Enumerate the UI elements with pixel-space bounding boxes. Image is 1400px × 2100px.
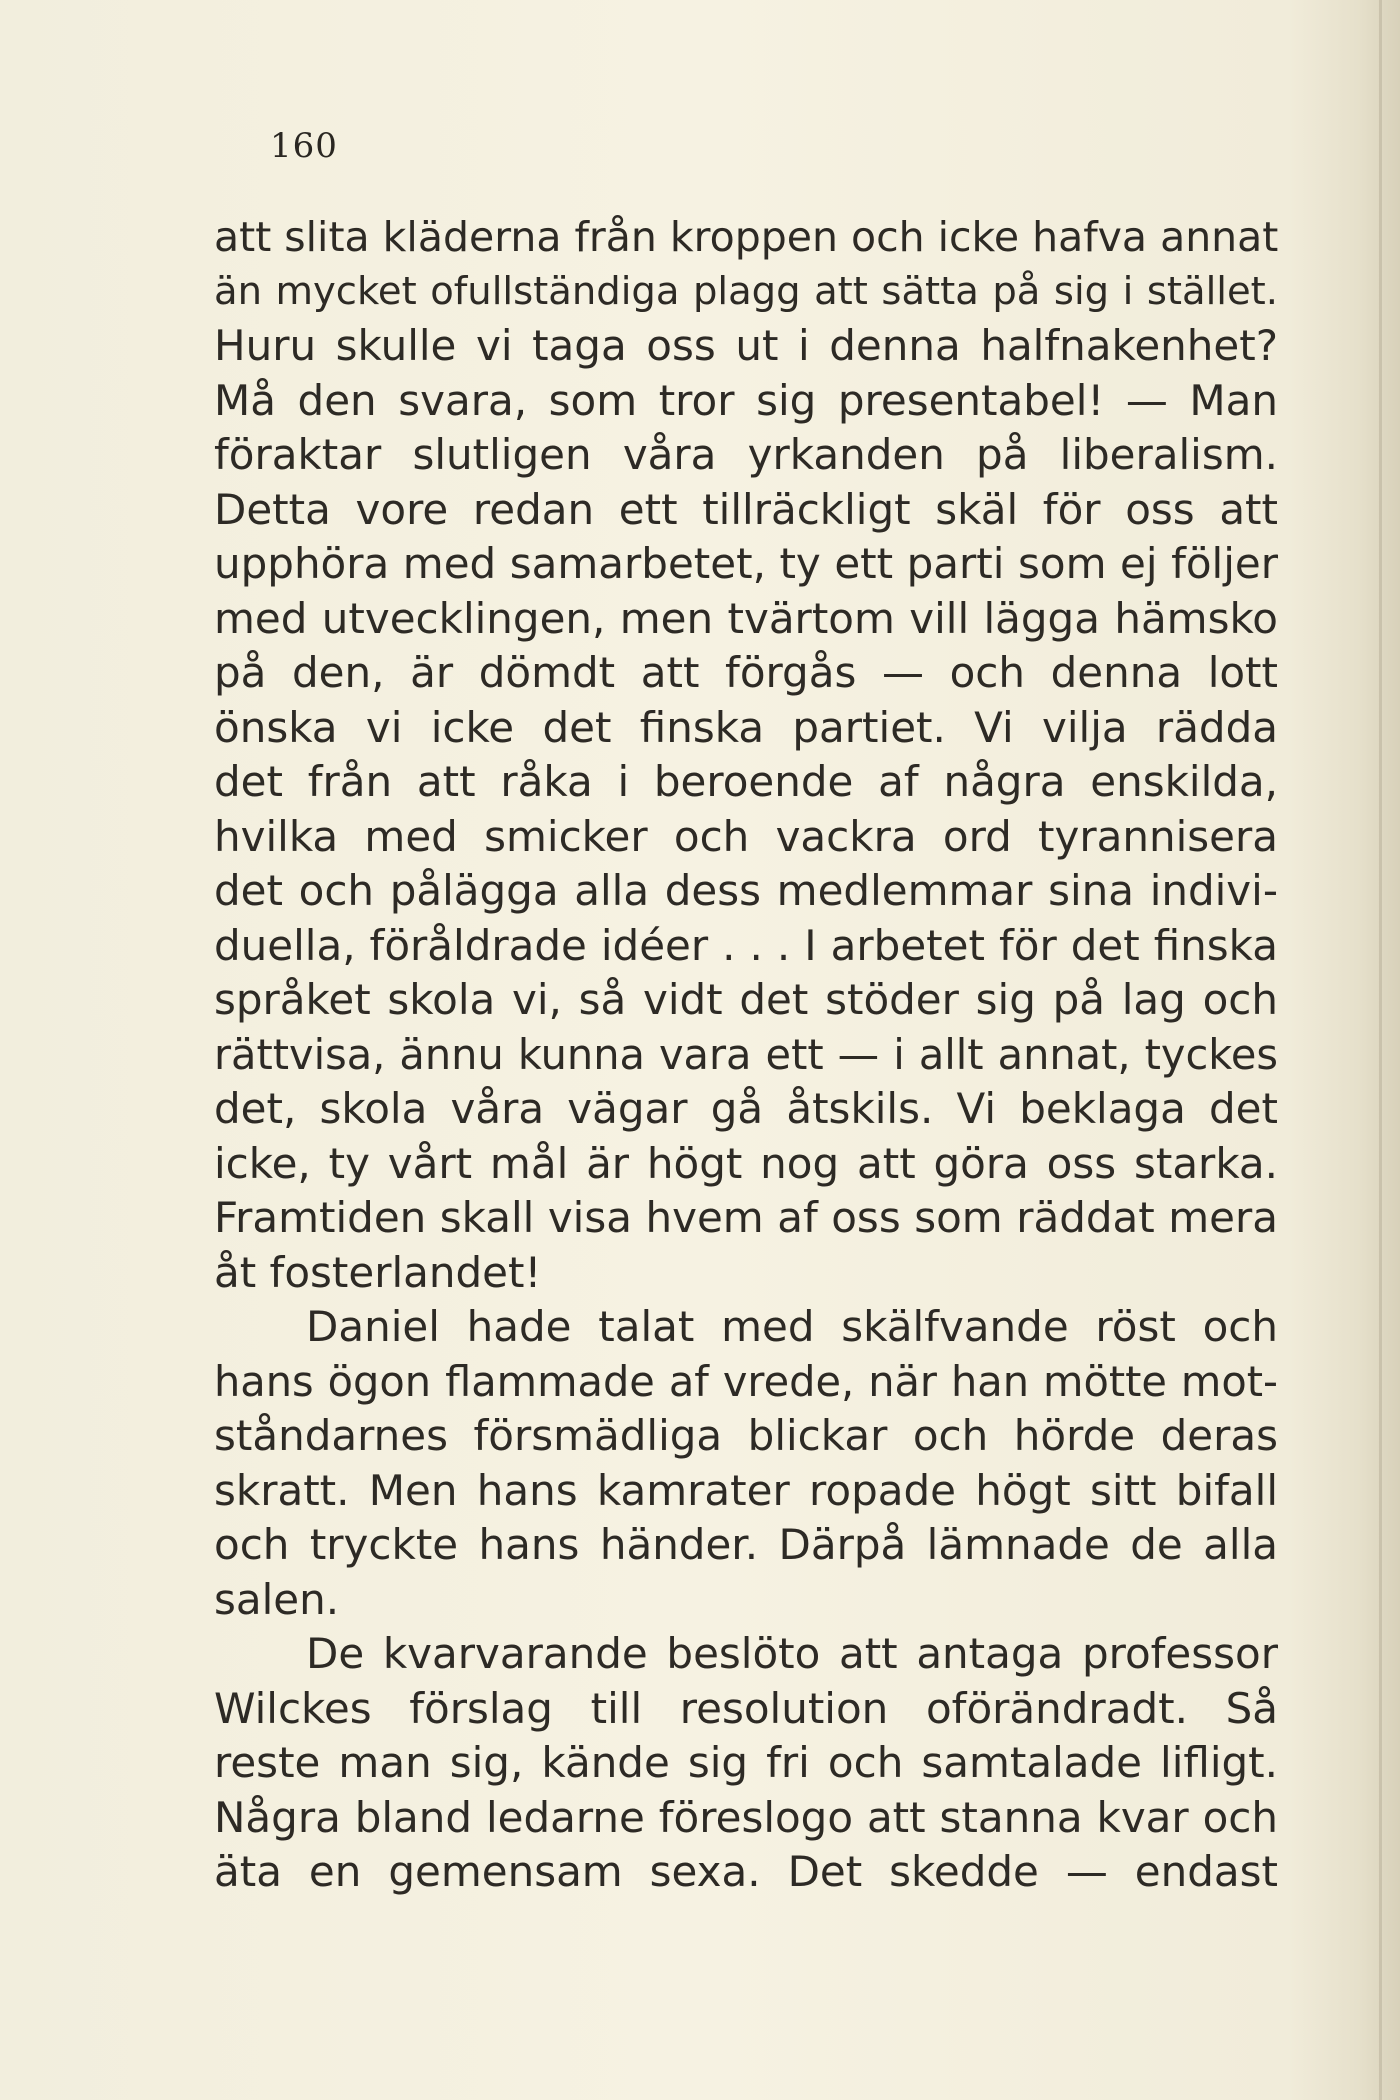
page-edge-shadow <box>1379 0 1382 2100</box>
text-line: salen. <box>214 1574 340 1624</box>
text-line: äta en gemensam sexa. Det skedde — endast <box>214 1847 1278 1896</box>
text-line: Må den svara, som tror sig presentabel! — Man <box>214 375 1278 425</box>
text-line: än mycket ofullständiga plagg att sätta på sig i stället. <box>214 268 1278 314</box>
text-line: upphöra med samarbetet, ty ett parti som ej följer <box>214 539 1278 588</box>
text-line: Wilckes förslag till resolution oförändradt. Så <box>214 1683 1278 1733</box>
text-line: hans ögon flammade af vrede, när han mötte mot- <box>214 1356 1278 1406</box>
text-line: Några bland ledarne föreslogo att stanna kvar och <box>214 1792 1278 1842</box>
text-line: det från att råka i beroende af några enskilda, <box>214 757 1278 806</box>
text-line: icke, ty vårt mål är högt nog att göra oss starka. <box>214 1138 1278 1188</box>
text-line: på den, är dömdt att förgås — och denna lott <box>214 648 1278 697</box>
text-line: att slita kläderna från kroppen och icke hafva annat <box>214 213 1279 261</box>
text-line: önska vi icke det finska partiet. Vi vilja rädda <box>214 702 1278 752</box>
text-line: föraktar slutligen våra yrkanden på liberalism. <box>214 430 1278 479</box>
text-line: Framtiden skall visa hvem af oss som räddat mera <box>214 1193 1278 1242</box>
text-line: åt fosterlandet! <box>214 1247 542 1297</box>
page-number: 160 <box>270 126 338 166</box>
text-line: De kvarvarande beslöto att antaga professor <box>306 1629 1278 1678</box>
text-line: Detta vore redan ett tillräckligt skäl för oss att <box>214 484 1278 534</box>
text-line: Daniel hade talat med skälfvande röst och <box>306 1302 1278 1351</box>
text-line: med utvecklingen, men tvärtom vill lägga hämsko <box>214 593 1278 643</box>
text-line: skratt. Men hans kamrater ropade högt sitt bifall <box>214 1465 1278 1515</box>
text-line: duella, föråldrade idéer . . . I arbetet för det finska <box>214 920 1278 970</box>
text-line: ståndarnes försmädliga blickar och hörde deras <box>214 1411 1278 1460</box>
text-line: och tryckte hans händer. Därpå lämnade de alla <box>214 1520 1278 1569</box>
text-line: språket skola vi, så vidt det stöder sig på lag och <box>214 975 1278 1024</box>
text-line: det, skola våra vägar gå åtskils. Vi beklaga det <box>214 1084 1278 1133</box>
text-line: reste man sig, kände sig fri och samtalade lifligt. <box>214 1738 1278 1787</box>
text-line: rättvisa, ännu kunna vara ett — i allt annat, tyckes <box>214 1029 1278 1079</box>
body-text <box>214 210 1278 1900</box>
text-line: Huru skulle vi taga oss ut i denna halfnakenhet? <box>214 321 1278 370</box>
text-line: hvilka med smicker och vackra ord tyrannisera <box>214 811 1278 861</box>
text-line: det och pålägga alla dess medlemmar sina indivi- <box>214 866 1278 915</box>
